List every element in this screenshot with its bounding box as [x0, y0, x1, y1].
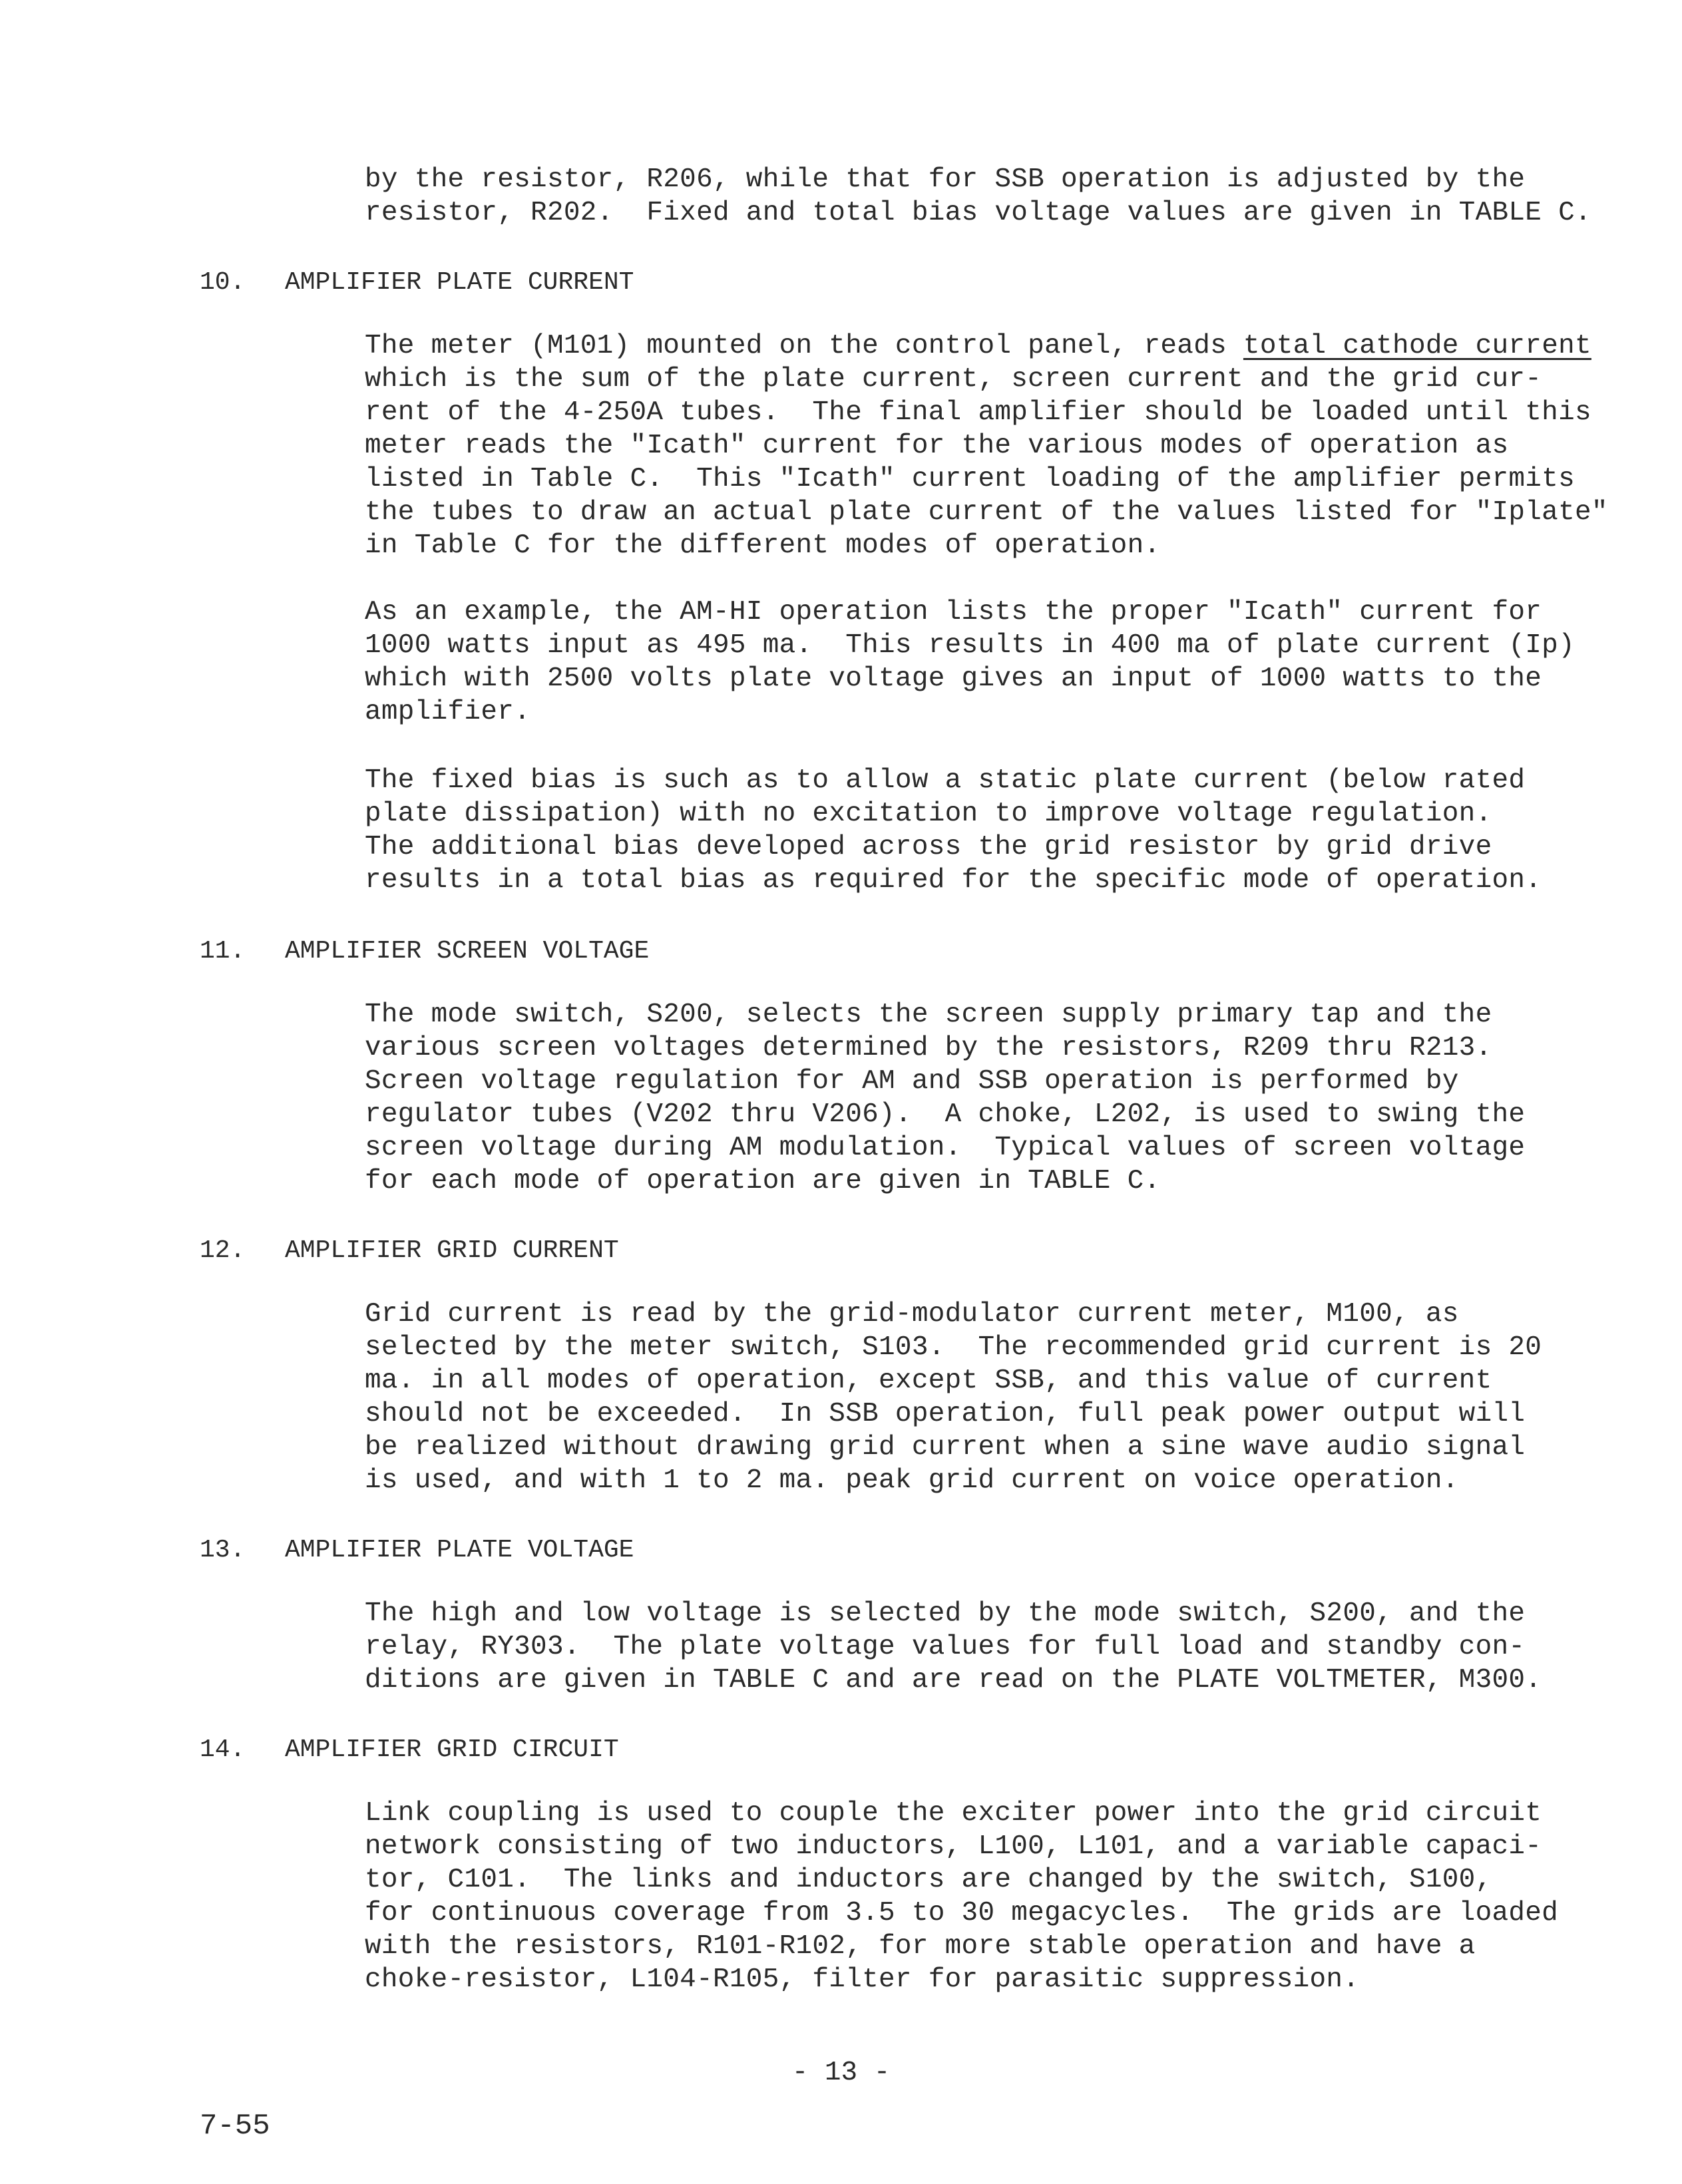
text-line: rent of the 4-250A tubes. The final amplifier should be loaded until this: [365, 397, 1591, 428]
text-line: selected by the meter switch, S103. The recommended grid current is 20: [365, 1332, 1542, 1363]
section-10-paragraph-2: [365, 596, 1616, 729]
text-line: The additional bias developed across the grid resistor by grid drive: [365, 832, 1492, 862]
section-heading-13: [200, 1534, 634, 1567]
section-title: AMPLIFIER PLATE CURRENT: [285, 268, 634, 297]
section-heading-14: [200, 1733, 619, 1767]
text-line: regulator tubes (V202 thru V206). A choke, L202, is used to swing the: [365, 1099, 1526, 1130]
text-line: network consisting of two inductors, L100, L101, and a variable capaci-: [365, 1831, 1542, 1862]
text-line: choke-resistor, L104-R105, filter for parasitic suppression.: [365, 1964, 1360, 1995]
footer-code: 7-55: [200, 2109, 270, 2143]
section-10-paragraph-3: [365, 764, 1616, 897]
text-line: amplifier.: [365, 697, 531, 727]
page-number: - 13 -: [791, 2058, 891, 2088]
text-line: with the resistors, R101-R102, for more stable operation and have a: [365, 1931, 1476, 1962]
text-line: ditions are given in TABLE C and are read on the PLATE VOLTMETER, M300.: [365, 1665, 1542, 1696]
section-number: 14.: [200, 1735, 246, 1764]
text-line: be realized without drawing grid current when a sine wave audio signal: [365, 1432, 1526, 1463]
section-heading-12: [200, 1234, 619, 1268]
section-number: 11.: [200, 937, 246, 966]
text-line: As an example, the AM-HI operation lists the proper "Icath" current for: [365, 597, 1542, 628]
text-line: tor, C101. The links and inductors are changed by the switch, S100,: [365, 1865, 1492, 1895]
intro-paragraph: [365, 163, 1616, 230]
text-line: The fixed bias is such as to allow a static plate current (below rated: [365, 765, 1526, 796]
text-line: which with 2500 volts plate voltage gives an input of 1000 watts to the: [365, 663, 1542, 694]
section-heading-11: [200, 935, 649, 968]
section-number: 13.: [200, 1536, 246, 1564]
section-12-paragraph-1: [365, 1298, 1616, 1497]
text-line: is used, and with 1 to 2 ma. peak grid current on voice operation.: [365, 1465, 1459, 1496]
text-line: ma. in all modes of operation, except SSB, and this value of current: [365, 1365, 1492, 1396]
section-11-paragraph-1: [365, 998, 1616, 1198]
text-line: The mode switch, S200, selects the screen supply primary tap and the: [365, 1000, 1492, 1030]
text-line: resistor, R202. Fixed and total bias voltage values are given in TABLE C.: [365, 198, 1591, 228]
text-line: results in a total bias as required for the specific mode of operation.: [365, 865, 1542, 896]
text-line: Link coupling is used to couple the exciter power into the grid circuit: [365, 1798, 1542, 1829]
text-line: relay, RY303. The plate voltage values for full load and standby con-: [365, 1632, 1526, 1662]
section-title: AMPLIFIER GRID CURRENT: [285, 1236, 619, 1265]
section-13-paragraph-1: [365, 1597, 1616, 1697]
text-line: should not be exceeded. In SSB operation, full peak power output will: [365, 1399, 1526, 1429]
section-number: 10.: [200, 268, 246, 297]
section-14-paragraph-1: [365, 1797, 1616, 1996]
text-line: screen voltage during AM modulation. Typical values of screen voltage: [365, 1133, 1526, 1163]
text-line: by the resistor, R206, while that for SSB operation is adjusted by the: [365, 164, 1526, 195]
text-line: which is the sum of the plate current, screen current and the grid cur-: [365, 364, 1542, 395]
section-title: AMPLIFIER GRID CIRCUIT: [285, 1735, 619, 1764]
text-line: the tubes to draw an actual plate current of the values listed for "Iplate": [365, 497, 1608, 528]
section-10-paragraph-1: [365, 329, 1616, 562]
text-line: [365, 329, 1616, 363]
text-line: various screen voltages determined by the resistors, R209 thru R213.: [365, 1033, 1492, 1063]
text-segment: The meter (M101) mounted on the control panel, reads: [365, 331, 1243, 361]
text-line: meter reads the "Icath" current for the various modes of operation as: [365, 431, 1509, 461]
text-line: for continuous coverage from 3.5 to 30 megacycles. The grids are loaded: [365, 1898, 1559, 1928]
text-line: listed in Table C. This "Icath" current loading of the amplifier permits: [365, 464, 1575, 494]
text-line: 1000 watts input as 495 ma. This results in 400 ma of plate current (Ip): [365, 630, 1575, 661]
text-line: plate dissipation) with no excitation to improve voltage regulation.: [365, 799, 1492, 829]
section-title: AMPLIFIER PLATE VOLTAGE: [285, 1536, 634, 1564]
text-line: for each mode of operation are given in TABLE C.: [365, 1166, 1161, 1196]
text-line: Grid current is read by the grid-modulator current meter, M100, as: [365, 1299, 1459, 1330]
underlined-phrase: total cathode current: [1243, 331, 1591, 361]
section-title: AMPLIFIER SCREEN VOLTAGE: [285, 937, 650, 966]
text-line: in Table C for the different modes of operation.: [365, 530, 1161, 561]
section-number: 12.: [200, 1236, 246, 1265]
text-line: Screen voltage regulation for AM and SSB operation is performed by: [365, 1066, 1459, 1097]
text-line: The high and low voltage is selected by the mode switch, S200, and the: [365, 1598, 1526, 1629]
section-heading-10: [200, 266, 634, 299]
